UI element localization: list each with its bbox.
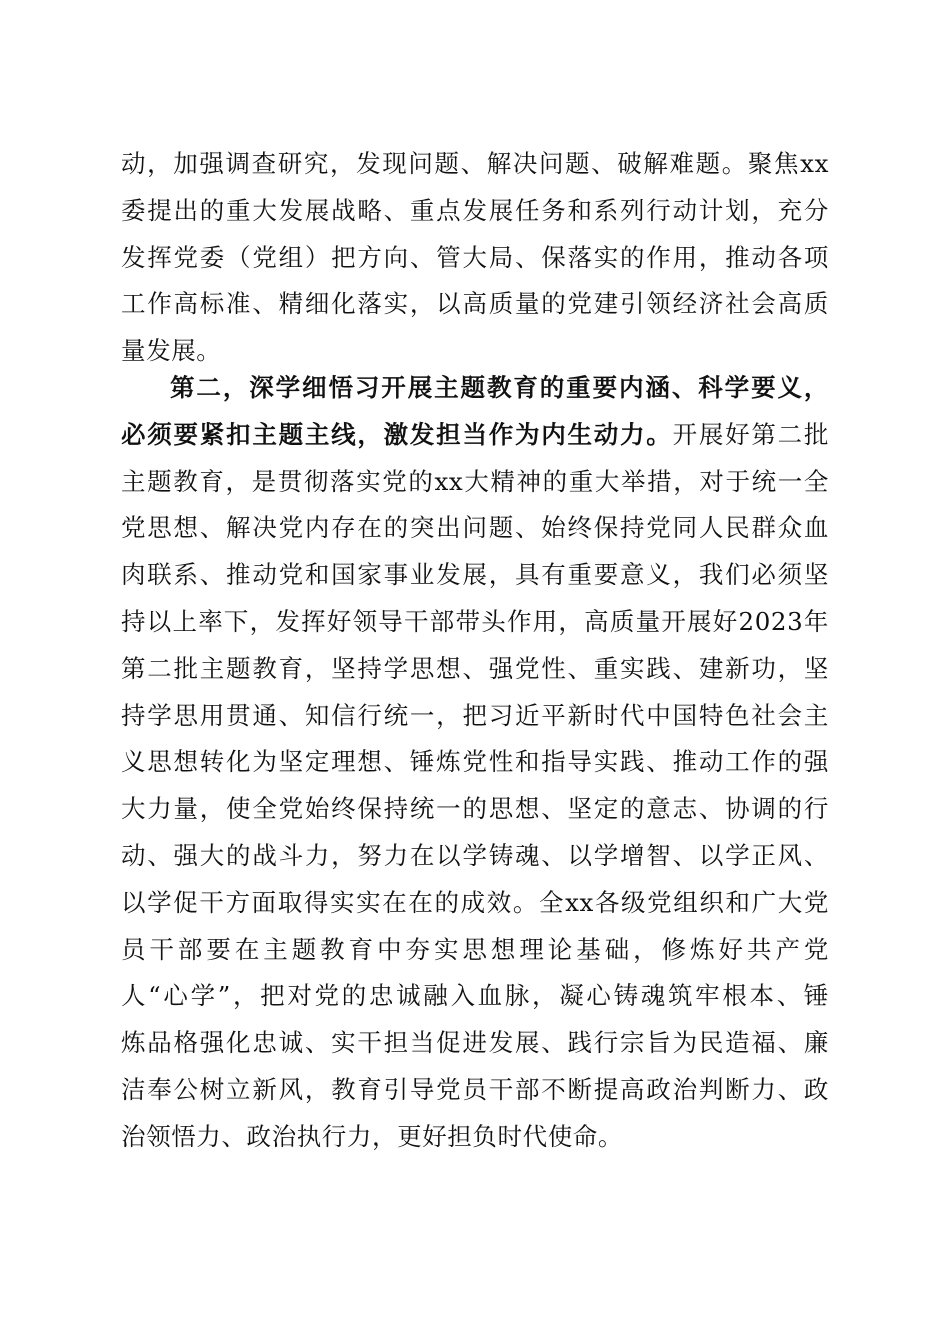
text-line: 治领悟力、政治执行力，更好担负时代使命。 <box>121 1121 623 1151</box>
text-line: 量发展。 <box>121 336 222 366</box>
text-line: 炼品格强化忠诚、实干担当促进发展、践行宗旨为民造福、廉 <box>121 1028 829 1058</box>
text-line: 义思想转化为坚定理想、锤炼党性和指导实践、推动工作的强 <box>121 747 829 777</box>
text-line: 第二批主题教育，坚持学思想、强党性、重实践、建新功，坚 <box>121 653 829 683</box>
text-line: 动，加强调查研究，发现问题、解决问题、破解难题。聚焦xx <box>121 149 829 178</box>
text-line: 党思想、解决党内存在的突出问题、始终保持党同人民群众血 <box>121 513 829 543</box>
text-fragment: 开展好第二批 <box>672 419 829 449</box>
text-line: 人“心学”，把对党的忠诚融入血脉，凝心铸魂筑牢根本、锤 <box>121 981 829 1011</box>
text-line: 洁奉公树立新风，教育引导党员干部不断提高政治判断力、政 <box>121 1074 829 1104</box>
text-line: 工作高标准、精细化落实，以高质量的党建引领经济社会高质 <box>121 289 829 319</box>
text-line: 持学思用贯通、知信行统一，把习近平新时代中国特色社会主 <box>121 700 829 730</box>
text-line: 肉联系、推动党和国家事业发展，具有重要意义，我们必须坚 <box>121 560 829 590</box>
text-line: 委提出的重大发展战略、重点发展任务和系列行动计划，充分 <box>121 195 829 225</box>
text-line-mixed <box>121 412 829 459</box>
text-line: 动、强大的战斗力，努力在以学铸魂、以学增智、以学正风、 <box>121 840 829 870</box>
heading-sentence-continuation: 必须要紧扣主题主线，激发担当作为内生动力。 <box>121 419 673 449</box>
text-line: 以学促干方面取得实实在在的成效。全xx各级党组织和广大党 <box>121 887 829 917</box>
text-line: 发挥党委（党组）把方向、管大局、保落实的作用，推动各项 <box>121 242 829 272</box>
text-line: 主题教育，是贯彻落实党的xx大精神的重大举措，对于统一全 <box>121 466 829 496</box>
paragraph-second-point <box>121 365 829 1161</box>
heading-sentence-line: 第二，深学细悟习开展主题教育的重要内涵、科学要义， <box>170 373 829 402</box>
text-line: 员干部要在主题教育中夯实思想理论基础，修炼好共产党 <box>121 934 829 964</box>
paragraph-continuation <box>121 141 829 375</box>
text-line: 持以上率下，发挥好领导干部带头作用，高质量开展好2023年 <box>121 606 829 636</box>
text-line: 大力量，使全党始终保持统一的思想、坚定的意志、协调的行 <box>121 794 829 824</box>
